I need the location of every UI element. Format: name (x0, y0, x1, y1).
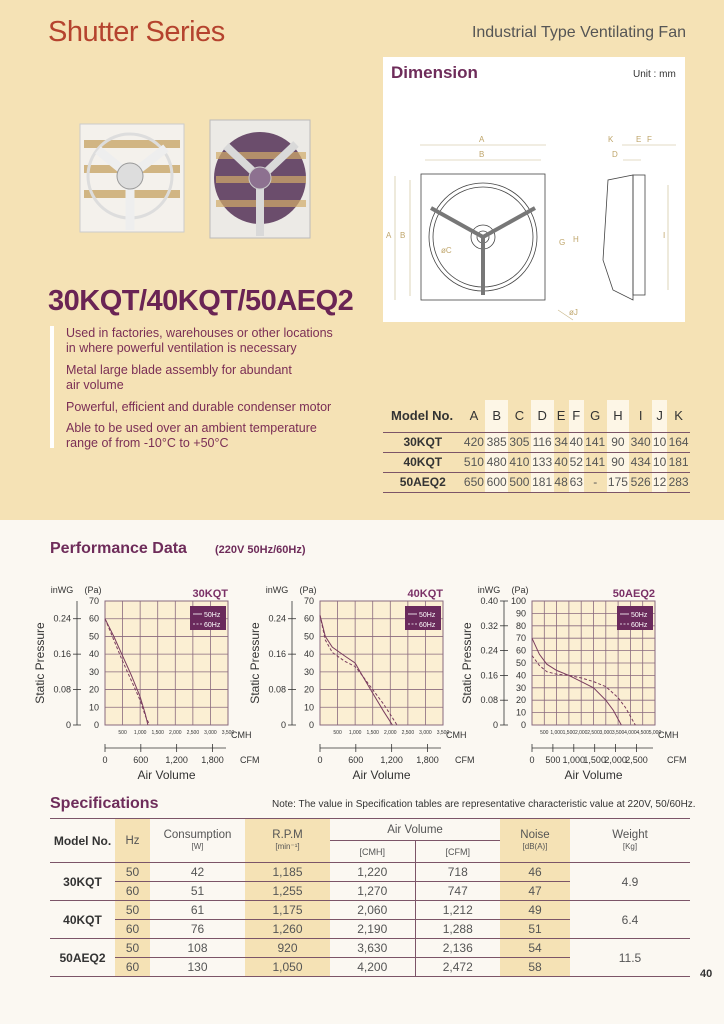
dim-cell: 434 (629, 452, 652, 472)
x-unit-label: CMH (658, 730, 679, 740)
col-cfm: [CFM] (445, 846, 470, 857)
page-subtitle: Industrial Type Ventilating Fan (471, 24, 686, 41)
spec-weight: 11.5 (618, 950, 642, 965)
dim-cell: 116 (531, 432, 554, 452)
legend-label: 60Hz (419, 622, 436, 629)
spec-model: 50AEQ2 (59, 950, 106, 965)
dim-cell: 52 (569, 452, 584, 472)
y-axis-title: Static Pressure (248, 622, 262, 704)
inwg-tick-label: 0.32 (480, 620, 498, 631)
y-tick-label: 20 (303, 684, 314, 695)
spec-table-row (50, 939, 690, 958)
y-tick-label: 70 (303, 596, 314, 606)
inwg-tick-label: 0.16 (480, 670, 498, 681)
spec-cell: 1,185 (245, 863, 330, 882)
spec-cell: 108 (150, 939, 245, 958)
dim-table-row (383, 472, 690, 492)
dim-label: H (573, 235, 579, 244)
cfm-tick-label: 500 (545, 755, 561, 765)
spec-cell: 50 (115, 863, 150, 882)
feature-bar (50, 326, 54, 448)
dim-cell: 420 (463, 432, 486, 452)
spec-cell: 1,175 (245, 901, 330, 920)
inwg-tick-label: 0 (65, 720, 71, 730)
dim-cell: 650 (463, 472, 486, 492)
y-tick-label: 90 (515, 608, 526, 619)
y-tick-label: 30 (303, 666, 314, 677)
dim-cell: 133 (531, 452, 554, 472)
spec-cell: 2,136 (415, 939, 500, 958)
dim-col-header: K (667, 400, 690, 432)
y-tick-label: 10 (303, 702, 314, 713)
feature-item: Used in factories, warehouses or other locations in where powerful ventilation is necessary (66, 326, 333, 355)
x-tick-label: 1,500 (562, 730, 576, 736)
spec-cell: 718 (415, 863, 500, 882)
dim-label: D (612, 150, 618, 159)
inwg-tick-label: 0.24 (480, 645, 498, 656)
dim-label: A (386, 231, 392, 240)
cfm-unit-label: CFM (240, 755, 260, 765)
dim-cell: 340 (629, 432, 652, 452)
x-tick-label: 1,000 (348, 730, 362, 736)
col-model: Model No. (53, 833, 112, 848)
dim-cell: 510 (463, 452, 486, 472)
x-unit-label: CMH (231, 730, 252, 740)
feature-item: Metal large blade assembly for abundant air volume (66, 363, 292, 392)
y-tick-label: 80 (515, 620, 526, 631)
y-unit-pa: (Pa) (84, 585, 102, 595)
dim-cell: 600 (485, 472, 508, 492)
spec-cell: 3,630 (330, 939, 415, 958)
dim-label: A (479, 135, 485, 144)
y-tick-label: 40 (515, 670, 526, 681)
chart-50aeq2 (460, 580, 695, 782)
inwg-tick-label: 0.08 (480, 695, 498, 706)
y-unit-inwg: inWG (265, 585, 289, 595)
spec-cell: 2,060 (330, 901, 415, 920)
x-tick-label: 3,500 (436, 730, 450, 736)
dim-cell: 141 (584, 432, 607, 452)
dim-col-header: I (629, 400, 652, 432)
x-tick-label: 3,500 (221, 730, 235, 736)
col-noise: Noise [dB(A)] (500, 819, 570, 863)
x-tick-label: 500 (333, 730, 342, 736)
spec-cell: 60 (115, 958, 150, 977)
x-tick-label: 1,500 (366, 730, 379, 736)
spec-cell: 2,190 (330, 920, 415, 939)
model-title: 30KQT/40KQT/50AEQ2 (48, 285, 354, 317)
y-tick-label: 10 (88, 702, 99, 713)
spec-table-row (50, 901, 690, 920)
spec-cell: 1,212 (415, 901, 500, 920)
dim-label: B (479, 150, 485, 159)
x-tick-label: 2,500 (587, 730, 600, 736)
dim-cell: - (584, 472, 607, 492)
cfm-unit-label: CFM (455, 755, 475, 765)
col-hz: Hz (115, 819, 150, 863)
inwg-tick-label: 0.24 (53, 613, 71, 624)
chart-title: 50AEQ2 (612, 588, 655, 600)
dim-cell: 500 (508, 472, 531, 492)
x-tick-label: 2,500 (186, 730, 200, 736)
y-tick-label: 60 (303, 613, 314, 624)
inwg-tick-label: 0 (492, 720, 498, 730)
y-tick-label: 40 (88, 649, 99, 660)
dim-cell: 410 (508, 452, 531, 472)
dim-cell: 181 (667, 452, 690, 472)
spec-cell: 47 (500, 882, 570, 901)
x-tick-label: 2,000 (574, 730, 588, 736)
y-tick-label: 20 (515, 695, 526, 706)
dim-cell: 480 (485, 452, 508, 472)
y-tick-label: 60 (515, 645, 526, 656)
spec-cell: 58 (500, 958, 570, 977)
y-axis-title: Static Pressure (460, 622, 474, 704)
x-tick-label: 1,500 (151, 730, 164, 736)
spec-cell: 51 (500, 920, 570, 939)
dim-col-header: F (569, 400, 584, 432)
dim-label: K (608, 135, 614, 144)
performance-subtitle: (220V 50Hz/60Hz) (215, 544, 306, 556)
dim-col-header: B (485, 400, 508, 432)
y-tick-label: 30 (88, 666, 99, 677)
chart-title: 40KQT (407, 588, 443, 600)
y-unit-inwg: inWG (50, 585, 74, 595)
cfm-tick-label: 2,000 (604, 755, 627, 765)
spec-cell: 76 (190, 922, 205, 936)
dim-cell: 34 (554, 432, 569, 452)
x-tick-label: 500 (540, 730, 549, 736)
dimension-drawing (383, 120, 685, 320)
chart-30kqt (33, 580, 270, 782)
dim-label: I (663, 231, 666, 240)
inwg-tick-label: 0.24 (268, 613, 286, 624)
series-title: Shutter Series (48, 16, 225, 48)
inwg-tick-label: 0.08 (268, 684, 286, 695)
dim-cell: 40KQT (403, 455, 443, 469)
dim-cell: 175 (607, 472, 630, 492)
x-tick-label: 3,000 (204, 730, 217, 736)
spec-cell: 1,220 (330, 863, 415, 882)
spec-cell: 49 (500, 901, 570, 920)
dim-col-header: C (508, 400, 531, 432)
y-unit-pa: (Pa) (511, 585, 529, 595)
dim-cell: 10 (652, 432, 667, 452)
dim-col-header: E (554, 400, 569, 432)
y-unit-inwg: inWG (477, 585, 501, 595)
spec-cell: 60 (115, 920, 150, 939)
y-tick-label: 50 (303, 631, 314, 642)
spec-cell: 130 (187, 960, 208, 974)
cfm-tick-label: 600 (133, 755, 149, 765)
cfm-tick-label: 1,500 (583, 755, 606, 765)
y-tick-label: 70 (88, 596, 99, 606)
dimension-title: Dimension (391, 63, 478, 82)
y-tick-label: 0 (308, 720, 314, 730)
spec-weight: 4.9 (621, 874, 639, 889)
legend-label: 60Hz (204, 622, 221, 629)
dim-cell: 48 (554, 472, 569, 492)
dim-cell: 10 (652, 452, 667, 472)
spec-cell: 54 (500, 939, 570, 958)
feature-item: Powerful, efficient and durable condenser motor (66, 400, 332, 414)
spec-cell: 920 (245, 939, 330, 958)
spec-cell: 747 (447, 884, 468, 898)
dim-label: F (647, 135, 652, 144)
spec-cell: 50 (115, 901, 150, 920)
spec-cell: 50 (115, 939, 150, 958)
cfm-tick-label: 1,200 (380, 755, 403, 765)
spec-cell: 1,288 (442, 922, 473, 936)
spec-cell: 1,050 (245, 958, 330, 977)
dim-label: øJ (569, 308, 578, 317)
dim-cell: 90 (607, 432, 630, 452)
dim-cell: 526 (629, 472, 652, 492)
spec-cell: 2,472 (442, 960, 473, 974)
fan-photo-50aeq2 (208, 118, 313, 240)
x-axis-title: Air Volume (564, 768, 623, 782)
x-tick-label: 4,000 (624, 730, 637, 736)
x-tick-label: 3,500 (611, 730, 625, 736)
legend-label: 60Hz (631, 622, 648, 629)
x-tick-label: 3,000 (599, 730, 613, 736)
cfm-unit-label: CFM (667, 755, 687, 765)
x-tick-label: 1,000 (133, 730, 147, 736)
y-unit-pa: (Pa) (299, 585, 317, 595)
dim-cell: 283 (667, 472, 690, 492)
unit-label: Unit : mm (633, 69, 676, 80)
y-tick-label: 20 (88, 684, 99, 695)
chart-title: 30KQT (192, 588, 228, 600)
x-tick-label: 2,000 (169, 730, 182, 736)
x-unit-label: CMH (446, 730, 467, 740)
dim-cell: 12 (652, 472, 667, 492)
chart-40kqt (248, 580, 485, 782)
spec-model: 30KQT (63, 874, 102, 889)
dim-cell: 141 (584, 452, 607, 472)
legend-label: 50Hz (631, 612, 648, 619)
dim-cell: 30KQT (403, 435, 443, 449)
dim-cell: 305 (508, 432, 531, 452)
spec-cell: 61 (150, 901, 245, 920)
spec-cell: 46 (500, 863, 570, 882)
dim-col-header: Model No. (391, 408, 454, 424)
dim-cell: 50AEQ2 (399, 475, 446, 489)
dimension-table (383, 400, 690, 493)
legend-label: 50Hz (204, 612, 221, 619)
y-tick-label: 70 (515, 633, 526, 644)
dim-table-row (383, 452, 690, 472)
dim-col-header: D (531, 400, 554, 432)
y-tick-label: 100 (510, 596, 526, 606)
x-tick-label: 2,500 (401, 730, 415, 736)
col-consumption: Consumption [W] (163, 828, 232, 851)
inwg-tick-label: 0.16 (53, 649, 71, 660)
col-rpm: R.P.M [min⁻¹] (245, 819, 330, 863)
specifications-table (50, 818, 690, 977)
spec-cell: 51 (190, 884, 205, 898)
dim-label: B (400, 231, 406, 240)
dim-cell: 164 (667, 432, 690, 452)
y-tick-label: 0 (520, 720, 526, 730)
dim-col-header: J (652, 400, 667, 432)
spec-model: 40KQT (63, 912, 102, 927)
cfm-tick-label: 1,800 (416, 755, 439, 765)
cfm-tick-label: 1,800 (201, 755, 224, 765)
inwg-tick-label: 0.40 (480, 596, 498, 606)
x-tick-label: 3,000 (419, 730, 432, 736)
inwg-tick-label: 0.16 (268, 649, 286, 660)
col-air-volume: Air Volume (330, 819, 500, 841)
inwg-tick-label: 0.08 (53, 684, 71, 695)
dim-col-header: A (463, 400, 486, 432)
feature-item: Able to be used over an ambient temperature range of from -10°C to +50°C (66, 421, 317, 450)
inwg-tick-label: 0 (280, 720, 286, 730)
y-tick-label: 50 (515, 658, 526, 668)
spec-cell: 1,260 (245, 920, 330, 939)
dim-label: E (636, 135, 642, 144)
y-tick-label: 10 (515, 707, 526, 718)
spec-table-row (50, 863, 690, 882)
performance-title: Performance Data (50, 540, 187, 557)
dim-cell: 63 (569, 472, 584, 492)
y-tick-label: 50 (88, 631, 99, 642)
col-cmh: [CMH] (330, 841, 415, 863)
dim-cell: 385 (485, 432, 508, 452)
dim-cell: 181 (531, 472, 554, 492)
specifications-note: Note: The value in Specification tables are representative characteristic value at 220V, 50/60Hz. (272, 799, 696, 810)
y-tick-label: 30 (515, 682, 526, 693)
x-axis-title: Air Volume (137, 768, 196, 782)
fan-photo-30kqt (78, 120, 188, 238)
col-weight: Weight [Kg] (612, 828, 648, 851)
cfm-tick-label: 1,200 (165, 755, 188, 765)
page-number: 40 (700, 968, 713, 980)
dim-label: øC (441, 246, 452, 255)
dim-cell: 40 (569, 432, 584, 452)
x-axis-title: Air Volume (352, 768, 411, 782)
dim-label: G (559, 238, 566, 247)
cfm-tick-label: 2,500 (625, 755, 648, 765)
x-tick-label: 500 (118, 730, 127, 736)
dim-table-row (383, 432, 690, 452)
spec-cell: 60 (115, 882, 150, 901)
y-tick-label: 0 (93, 720, 99, 730)
dim-col-header: G (584, 400, 607, 432)
legend-label: 50Hz (419, 612, 436, 619)
y-tick-label: 60 (88, 613, 99, 624)
dim-cell: 90 (607, 452, 630, 472)
cfm-tick-label: 600 (348, 755, 364, 765)
spec-cell: 42 (150, 863, 245, 882)
cfm-tick-label: 0 (102, 755, 108, 765)
spec-cell: 4,200 (330, 958, 415, 977)
spec-cell: 1,270 (330, 882, 415, 901)
specifications-title: Specifications (50, 795, 159, 812)
dim-col-header: H (607, 400, 630, 432)
cfm-tick-label: 1,000 (562, 755, 586, 765)
x-tick-label: 5,000 (648, 730, 662, 736)
spec-weight: 6.4 (621, 912, 639, 927)
y-axis-title: Static Pressure (33, 622, 47, 704)
x-tick-label: 4,500 (636, 730, 649, 736)
cfm-tick-label: 0 (317, 755, 323, 765)
x-tick-label: 1,000 (550, 730, 563, 736)
spec-cell: 1,255 (245, 882, 330, 901)
dim-cell: 40 (554, 452, 569, 472)
cfm-tick-label: 0 (529, 755, 535, 765)
x-tick-label: 2,000 (384, 730, 397, 736)
y-tick-label: 40 (303, 649, 314, 660)
